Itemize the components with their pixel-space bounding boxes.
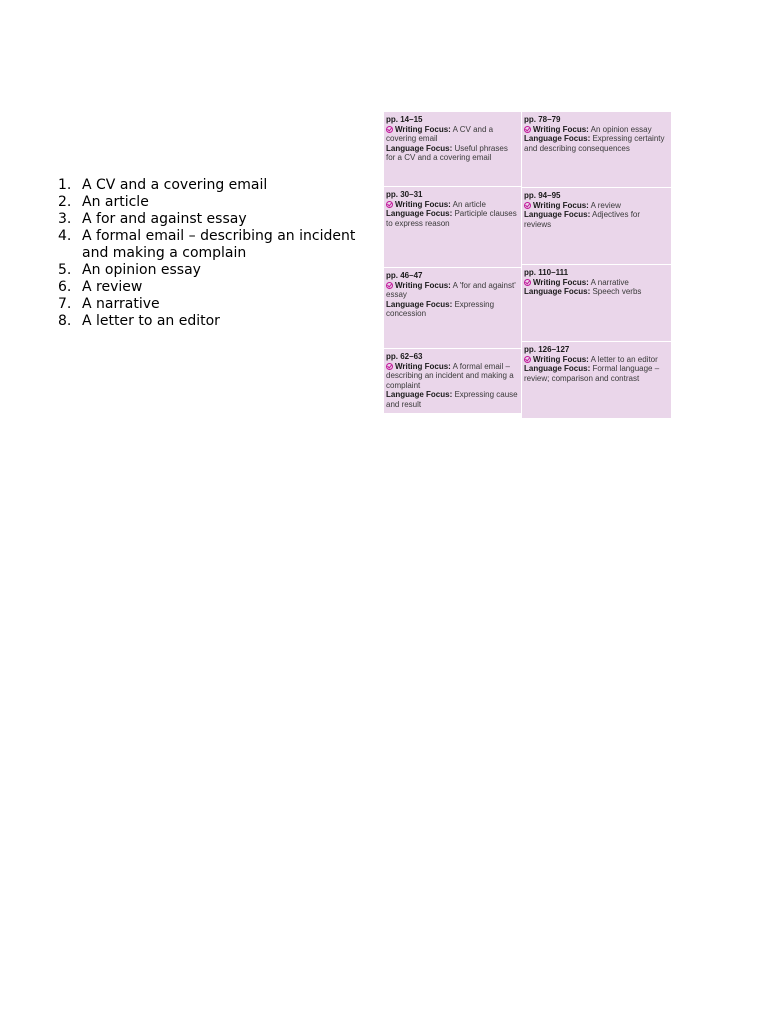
writing-focus-row <box>524 125 669 135</box>
language-focus-text: Expressing concession <box>386 299 495 319</box>
page-range: pp. 14–15 <box>386 115 423 124</box>
list-text: A formal email – describing an incident and making a complain <box>82 228 356 261</box>
writing-focus-text: A narrative <box>590 277 629 287</box>
list-text: A review <box>82 279 143 295</box>
writing-focus-row <box>386 125 519 144</box>
writing-focus-text: An article <box>452 199 486 209</box>
list-number: 4. <box>58 228 72 244</box>
page-range: pp. 94–95 <box>524 191 561 200</box>
list-item <box>58 211 378 228</box>
contents-cell <box>384 349 521 413</box>
list-item <box>58 228 378 262</box>
list-text: An article <box>82 194 149 210</box>
contents-cell <box>522 342 671 418</box>
list-item <box>58 262 378 279</box>
language-focus-row <box>524 134 669 153</box>
contents-cell <box>522 265 671 341</box>
list-number: 7. <box>58 296 72 312</box>
language-focus-text: Speech verbs <box>592 287 642 297</box>
contents-cell <box>384 268 521 348</box>
writing-focus-label: Writing Focus: <box>395 124 451 134</box>
list-item <box>58 296 378 313</box>
writing-focus-label: Writing Focus: <box>395 280 451 290</box>
language-focus-text: Participle clauses to express reason <box>386 209 517 228</box>
writing-focus-text: A review <box>590 200 621 210</box>
writing-focus-row <box>386 200 519 210</box>
language-focus-label: Language Focus: <box>386 143 453 153</box>
page-range: pp. 62–63 <box>386 352 423 361</box>
list-item <box>58 177 378 194</box>
language-focus-label: Language Focus: <box>386 209 453 219</box>
language-focus-text: Adjectives for reviews <box>524 210 641 229</box>
language-focus-row <box>524 364 669 383</box>
writing-focus-row <box>524 278 669 288</box>
writing-focus-label: Writing Focus: <box>533 354 589 364</box>
contents-cell <box>384 187 521 267</box>
list-item <box>58 194 378 211</box>
check-circle-icon <box>386 126 393 133</box>
language-focus-text: Formal language – review; comparison and contrast <box>524 364 660 383</box>
language-focus-row <box>524 287 669 297</box>
writing-focus-text: An opinion essay <box>590 124 652 134</box>
list-item <box>58 279 378 296</box>
language-focus-row <box>386 209 519 228</box>
list-text: A for and against essay <box>82 211 247 227</box>
list-number: 1. <box>58 177 72 193</box>
list-item <box>58 313 378 330</box>
list-text: An opinion essay <box>82 262 201 278</box>
contents-grid-image <box>384 112 672 418</box>
list-text: A letter to an editor <box>82 313 220 329</box>
writing-focus-text: A CV and a covering email <box>386 124 494 144</box>
language-focus-label: Language Focus: <box>524 287 591 297</box>
check-circle-icon <box>386 363 393 370</box>
writing-focus-label: Writing Focus: <box>533 200 589 210</box>
language-focus-row <box>524 210 669 229</box>
writing-focus-row <box>524 355 669 365</box>
language-focus-text: Expressing certainty and describing consequences <box>524 134 665 153</box>
list-number: 5. <box>58 262 72 278</box>
check-circle-icon <box>386 201 393 208</box>
language-focus-row <box>386 144 519 163</box>
contents-cell <box>522 188 671 264</box>
language-focus-text: Useful phrases for a CV and a covering email <box>386 143 508 163</box>
page-range: pp. 110–111 <box>524 268 569 277</box>
writing-focus-text: A formal email – describing an incident and making a complaint <box>386 361 514 390</box>
page-range: pp. 46–47 <box>386 271 423 280</box>
writing-focus-text: A 'for and against' essay <box>386 280 516 300</box>
contents-cell <box>522 112 671 187</box>
language-focus-row <box>386 390 519 409</box>
check-circle-icon <box>524 126 531 133</box>
writing-focus-label: Writing Focus: <box>533 277 589 287</box>
contents-cell <box>384 112 521 186</box>
writing-focus-label: Writing Focus: <box>395 199 451 209</box>
check-circle-icon <box>524 356 531 363</box>
language-focus-text: Expressing cause and result <box>386 390 518 409</box>
list-number: 8. <box>58 313 72 329</box>
language-focus-label: Language Focus: <box>524 364 591 374</box>
writing-focus-row <box>386 281 519 300</box>
list-text: A narrative <box>82 296 160 312</box>
writing-focus-label: Writing Focus: <box>533 124 589 134</box>
language-focus-row <box>386 300 519 319</box>
page-range: pp. 126–127 <box>524 345 570 354</box>
language-focus-label: Language Focus: <box>524 210 591 220</box>
page-range: pp. 78–79 <box>524 115 561 124</box>
language-focus-label: Language Focus: <box>386 299 453 309</box>
check-circle-icon <box>524 279 531 286</box>
list-text: A CV and a covering email <box>82 177 268 193</box>
list-number: 3. <box>58 211 72 227</box>
writing-focus-row <box>386 362 519 391</box>
check-circle-icon <box>524 202 531 209</box>
page-range: pp. 30–31 <box>386 190 423 199</box>
writing-focus-row <box>524 201 669 211</box>
list-number: 2. <box>58 194 72 210</box>
language-focus-label: Language Focus: <box>524 134 591 144</box>
writing-tasks-list <box>58 177 378 330</box>
language-focus-label: Language Focus: <box>386 390 453 400</box>
writing-focus-label: Writing Focus: <box>395 361 451 371</box>
list-number: 6. <box>58 279 72 295</box>
writing-focus-text: A letter to an editor <box>590 354 658 364</box>
check-circle-icon <box>386 282 393 289</box>
